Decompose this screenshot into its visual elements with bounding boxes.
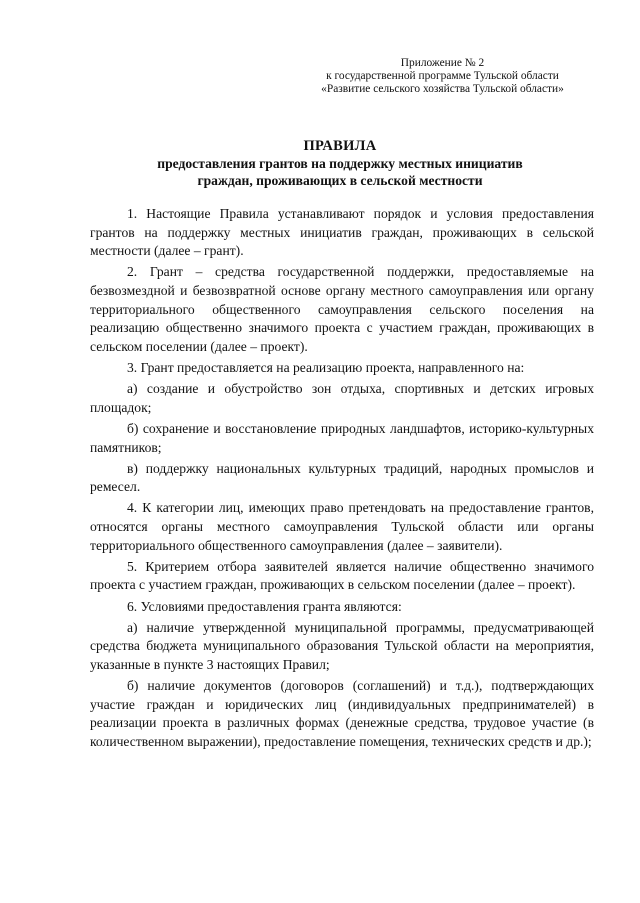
paragraph-6b: б) наличие документов (договоров (соглашений) и т.д.), подтверждающих участие граждан и юридических лиц (индивидуальных предпринимателей) в реализации проекта в различных формах (денежные средства, трудовое участие (в количественном выражении), предоставление помещения, технических средств и др.); — [90, 678, 594, 749]
paragraph-5: 5. Критерием отбора заявителей является наличие общественно значимого проекта с участием граждан, проживающих в сельском поселении (далее – проект). — [90, 558, 594, 593]
appendix-program-title: «Развитие сельского хозяйства Тульской области» — [321, 83, 564, 95]
paragraph-2: 2. Грант – средства государственной поддержки, предоставляемые на безвозмездной и безвозвратной основе органу местного самоуправления или органу территориального общественного самоуправления сельского поселения на реализацию общественно значимого проекта с участием граждан, проживающих в сельском поселении (далее – проект). — [90, 264, 594, 354]
title-subtitle-line1: предоставления грантов на поддержку местных инициатив — [157, 156, 523, 171]
paragraph-1: 1. Настоящие Правила устанавливают порядок и условия предоставления грантов на поддержку местных инициатив граждан, проживающих в сельской местности (далее – грант). — [90, 206, 594, 259]
appendix-number: Приложение № 2 — [400, 57, 485, 69]
paragraph-3a: а) создание и обустройство зон отдыха, спортивных и детских игровых площадок; — [90, 381, 594, 415]
document-title — [90, 138, 590, 189]
paragraph-3: 3. Грант предоставляется на реализацию проекта, направленного на: — [127, 359, 525, 375]
document-body — [90, 205, 594, 754]
title-subtitle-line2: граждан, проживающих в сельской местности — [197, 173, 483, 188]
paragraph-4: 4. К категории лиц, имеющих право претендовать на предоставление грантов, относятся органы местного самоуправления Тульской области или органы территориального общественного самоуправления (далее – заявители). — [90, 500, 594, 553]
appendix-header — [300, 57, 585, 96]
paragraph-3b: б) сохранение и восстановление природных ландшафтов, историко-культурных памятников; — [90, 420, 594, 455]
paragraph-3c: в) поддержку национальных культурных традиций, народных промыслов и ремесел. — [90, 460, 594, 495]
paragraph-6: 6. Условиями предоставления гранта являются: — [127, 598, 402, 614]
appendix-program: к государственной программе Тульской области — [326, 70, 559, 82]
paragraph-6a: а) наличие утвержденной муниципальной программы, предусматривающей средства бюджета муниципального образования Тульской области на мероприятия, указанные в пункте 3 настоящих Правил; — [90, 619, 594, 672]
title-main: ПРАВИЛА — [303, 138, 377, 154]
